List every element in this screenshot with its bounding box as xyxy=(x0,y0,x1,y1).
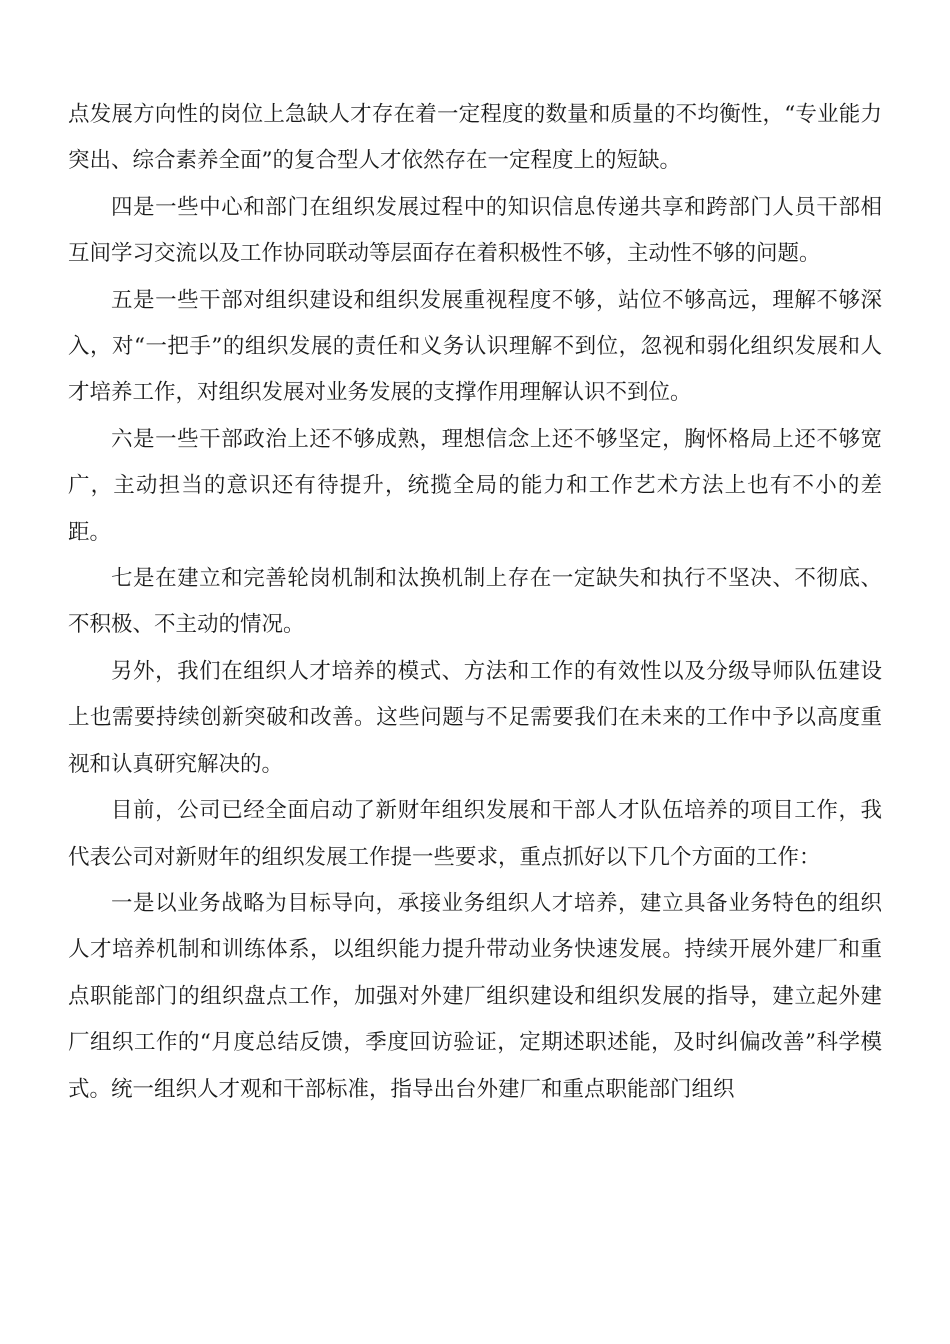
paragraph-5: 七是在建立和完善轮岗机制和汰换机制上存在一定缺失和执行不坚决、不彻底、不积极、不主动的情况。 xyxy=(68,566,882,638)
paragraph-3: 五是一些干部对组织建设和组织发展重视程度不够，站位不够高远，理解不够深入，对“一把手”的组织发展的责任和义务认识理解不到位，忽视和弱化组织发展和人才培养工作，对组织发展对业务发展的支撑作用理解认识不到位。 xyxy=(68,287,882,406)
paragraph-8: 一是以业务战略为目标导向，承接业务组织人才培养，建立具备业务特色的组织人才培养机制和训练体系，以组织能力提升带动业务快速发展。持续开展外建厂和重点职能部门的组织盘点工作，加强对外建厂组织建设和组织发展的指导，建立起外建厂组织工作的“月度总结反馈，季度回访验证，定期述职述能，及时纠偏改善”科学模式。统一组织人才观和干部标准，指导出台外建厂和重点职能部门组织 xyxy=(68,890,882,1102)
paragraph-1: 点发展方向性的岗位上急缺人才存在着一定程度的数量和质量的不均衡性，“专业能力突出、综合素养全面”的复合型人才依然存在一定程度上的短缺。 xyxy=(68,102,882,174)
paragraph-4: 六是一些干部政治上还不够成熟，理想信念上还不够坚定，胸怀格局上还不够宽广，主动担当的意识还有待提升，统揽全局的能力和工作艺术方法上也有不小的差距。 xyxy=(68,426,882,545)
paragraph-2: 四是一些中心和部门在组织发展过程中的知识信息传递共享和跨部门人员干部相互间学习交流以及工作协同联动等层面存在着积极性不够，主动性不够的问题。 xyxy=(68,194,882,267)
paragraph-6: 另外，我们在组织人才培养的模式、方法和工作的有效性以及分级导师队伍建设上也需要持续创新突破和改善。这些问题与不足需要我们在未来的工作中予以高度重视和认真研究解决的。 xyxy=(68,658,882,777)
paragraph-7: 目前，公司已经全面启动了新财年组织发展和干部人才队伍培养的项目工作，我代表公司对新财年的组织发展工作提一些要求，重点抓好以下几个方面的工作： xyxy=(68,798,882,870)
document-body xyxy=(68,92,882,1113)
